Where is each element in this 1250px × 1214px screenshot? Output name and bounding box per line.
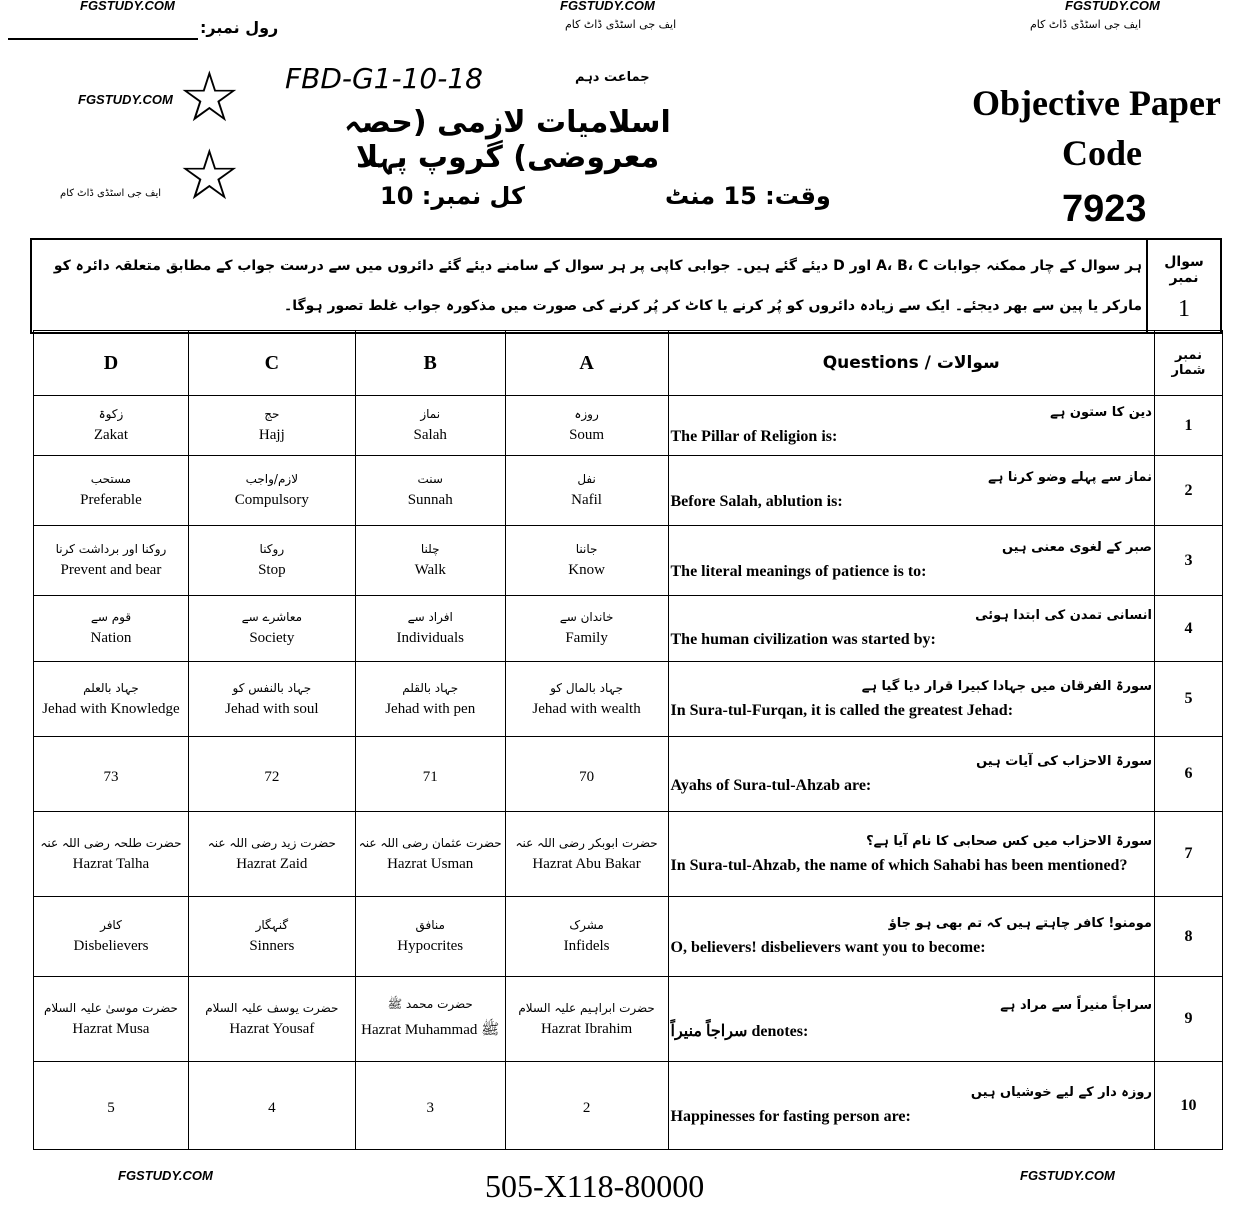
question-urdu: سورۃ الفرقان میں جہادا کبیرا قرار دیا گیا ہے	[861, 678, 1152, 694]
option-c	[188, 812, 355, 897]
option-b	[355, 812, 505, 897]
option-d	[34, 812, 189, 897]
option-urdu: حضرت ابوبکر رضی اللہ عنہ	[515, 835, 658, 850]
watermark: FGSTUDY.COM	[80, 0, 175, 13]
table-row	[34, 596, 1223, 662]
table-row	[34, 662, 1223, 737]
question-serial: 7	[1154, 812, 1222, 897]
header-option-a: A	[505, 331, 668, 396]
option-english: 3	[426, 1100, 434, 1116]
option-english: Jehad with pen	[385, 700, 476, 717]
option-english: Hazrat Muhammad ﷺ	[361, 1021, 500, 1038]
question-urdu: سورۃ الاحزاب کی آیات ہیں	[976, 753, 1152, 769]
watermark: FGSTUDY.COM	[560, 0, 655, 13]
question-no: 1	[1178, 296, 1190, 322]
option-d	[34, 662, 189, 737]
question-cell	[668, 737, 1154, 812]
option-urdu: جہاد بالنفس کو	[232, 680, 312, 695]
question-cell	[668, 456, 1154, 526]
handwritten-code: FBD-G1-10-18	[285, 62, 483, 95]
option-c	[188, 977, 355, 1062]
option-b	[355, 897, 505, 977]
question-urdu: دین کا ستون ہے	[1050, 405, 1152, 420]
option-urdu: خاندان سے	[559, 610, 614, 624]
option-english: Jehad with Knowledge	[42, 700, 180, 717]
option-urdu: کافر	[100, 918, 122, 932]
watermark: FGSTUDY.COM	[1065, 0, 1160, 13]
option-english: Disbelievers	[73, 938, 149, 954]
option-english: 2	[582, 1100, 591, 1116]
option-english: 71	[422, 768, 438, 785]
instructions-box	[30, 238, 1222, 334]
option-d	[34, 456, 189, 526]
option-d	[34, 526, 189, 596]
option-c	[188, 396, 355, 456]
question-urdu: انسانی تمدن کی ابتدا ہوئی	[975, 608, 1152, 623]
option-urdu: معاشرے سے	[241, 610, 303, 624]
option-urdu: روکنا اور برداشت کرنا	[55, 542, 167, 556]
option-b	[355, 456, 505, 526]
option-english: Family	[565, 630, 608, 646]
option-urdu: حضرت محمد ﷺ	[387, 996, 473, 1011]
question-english: The Pillar of Religion is:	[670, 428, 838, 445]
header-option-c: C	[188, 331, 355, 396]
option-a	[505, 396, 668, 456]
table-row	[34, 526, 1223, 596]
table-row	[34, 897, 1223, 977]
option-urdu: زکوۃ	[98, 407, 124, 421]
option-c	[188, 526, 355, 596]
option-c	[188, 596, 355, 662]
option-english: Know	[568, 562, 605, 578]
table-row	[34, 456, 1223, 526]
option-english: Hazrat Ibrahim	[540, 1020, 633, 1037]
roll-no-line	[8, 38, 198, 40]
option-english: Compulsory	[234, 492, 309, 508]
option-urdu: حضرت طلحہ رضی اللہ عنہ	[40, 835, 182, 850]
question-urdu: صبر کے لغوی معنی ہیں	[1001, 540, 1152, 555]
star-icon: ☆	[178, 134, 241, 216]
option-urdu: روکنا	[259, 542, 285, 556]
option-b	[355, 1062, 505, 1150]
option-english: Salah	[413, 427, 447, 443]
option-a	[505, 1062, 668, 1150]
questions-table	[33, 330, 1223, 1150]
option-urdu: جہاد بالمال کو	[550, 680, 624, 695]
option-a	[505, 737, 668, 812]
code-label: Code	[1062, 133, 1142, 173]
option-english: Individuals	[396, 630, 464, 646]
option-english: Hazrat Yousaf	[229, 1020, 315, 1037]
option-english: Hazrat Musa	[72, 1020, 150, 1037]
option-urdu: نماز	[420, 407, 441, 421]
roll-no-label: رول نمبر:	[200, 18, 279, 37]
option-b	[355, 662, 505, 737]
watermark: FGSTUDY.COM	[78, 92, 173, 107]
option-b	[355, 396, 505, 456]
watermark-urdu: ایف جی اسٹڈی ڈاٹ کام	[60, 188, 162, 199]
question-english: In Sura-tul-Furqan, it is called the greatest Jehad:	[670, 701, 1014, 719]
option-english: 4	[268, 1100, 276, 1116]
question-urdu: سورۃ الاحزاب میں کس صحابی کا نام آیا ہے؟	[866, 833, 1152, 849]
table-row	[34, 1062, 1223, 1150]
question-english: Ayahs of Sura-tul-Ahzab are:	[670, 776, 872, 794]
option-urdu: حضرت عثمان رضی اللہ عنہ	[358, 835, 502, 850]
question-cell	[668, 977, 1154, 1062]
star-icon: ☆	[178, 56, 241, 138]
option-b	[355, 526, 505, 596]
question-cell	[668, 662, 1154, 737]
option-d	[34, 977, 189, 1062]
question-english: سراجاً منیراً denotes:	[670, 1022, 809, 1040]
option-english: Prevent and bear	[60, 562, 162, 578]
option-urdu: جہاد بالعلم	[83, 680, 139, 695]
option-english: Hypocrites	[397, 938, 464, 954]
paper-code: 7923	[1062, 188, 1147, 230]
option-english: Hazrat Abu Bakar	[532, 855, 641, 872]
question-english: The literal meanings of patience is to:	[670, 563, 927, 580]
objective-paper-label: Objective Paper	[972, 83, 1221, 123]
question-cell	[668, 596, 1154, 662]
option-a	[505, 526, 668, 596]
option-d	[34, 396, 189, 456]
question-serial: 4	[1154, 596, 1222, 662]
question-english: Happinesses for fasting person are:	[670, 1108, 911, 1125]
option-english: Sinners	[249, 938, 295, 954]
option-urdu: جاننا	[575, 542, 598, 556]
header-option-b: B	[355, 331, 505, 396]
option-english: Stop	[258, 562, 286, 578]
header-serial: نمبر شمار	[1154, 331, 1222, 396]
option-a	[505, 812, 668, 897]
option-a	[505, 977, 668, 1062]
option-urdu: حضرت زید رضی اللہ عنہ	[207, 835, 336, 850]
option-english: 73	[103, 768, 119, 785]
question-no-label: سوال نمبر	[1164, 254, 1204, 286]
option-urdu: منافق	[415, 918, 445, 932]
option-english: 72	[264, 768, 280, 785]
question-cell	[668, 897, 1154, 977]
question-serial: 2	[1154, 456, 1222, 526]
footer-watermark: FGSTUDY.COM	[1020, 1168, 1115, 1183]
footer-watermark: FGSTUDY.COM	[118, 1168, 213, 1183]
question-urdu: روزہ دار کے لیے خوشیاں ہیں	[970, 1085, 1152, 1100]
option-urdu: حضرت یوسف علیہ السلام	[205, 1000, 339, 1015]
option-urdu: افراد سے	[407, 610, 453, 624]
option-b	[355, 596, 505, 662]
option-urdu: نفل	[577, 472, 596, 486]
option-urdu: حضرت ابراہیم علیہ السلام	[518, 1000, 655, 1015]
option-c	[188, 662, 355, 737]
table-header-row	[34, 331, 1223, 396]
option-english: Nation	[90, 630, 132, 646]
question-english: O, believers! disbelievers want you to become:	[670, 939, 986, 956]
time-allowed: وقت: 15 منٹ	[665, 182, 831, 210]
option-english: Hajj	[258, 427, 285, 443]
option-urdu: روزہ	[574, 407, 599, 421]
watermark-urdu: ایف جی اسٹڈی ڈاٹ کام	[1030, 18, 1142, 31]
question-serial: 9	[1154, 977, 1222, 1062]
option-c	[188, 897, 355, 977]
question-urdu: سراجاً منیراً سے مراد ہے	[1000, 997, 1152, 1013]
option-d	[34, 596, 189, 662]
option-d	[34, 737, 189, 812]
option-english: Sunnah	[407, 492, 453, 508]
option-urdu: سنت	[417, 472, 443, 486]
watermark-urdu: ایف جی اسٹڈی ڈاٹ کام	[565, 18, 677, 31]
option-urdu: قوم سے	[90, 610, 132, 624]
question-serial: 5	[1154, 662, 1222, 737]
table-row	[34, 737, 1223, 812]
question-urdu: نماز سے پہلے وضو کرنا ہے	[988, 470, 1152, 485]
question-urdu: مومنو! کافر چاہتے ہیں کہ تم بھی ہو جاؤ	[888, 916, 1152, 931]
option-c	[188, 456, 355, 526]
option-urdu: مشرک	[569, 918, 604, 932]
option-urdu: گنہگار	[255, 918, 289, 932]
option-a	[505, 596, 668, 662]
option-english: Zakat	[93, 427, 129, 443]
option-urdu: حج	[264, 407, 280, 421]
option-a	[505, 456, 668, 526]
question-number-box	[1146, 240, 1220, 332]
class-label: جماعت دہم	[575, 70, 650, 85]
option-english: 70	[579, 768, 595, 785]
question-serial: 1	[1154, 396, 1222, 456]
option-english: Soum	[569, 427, 605, 443]
question-serial: 10	[1154, 1062, 1222, 1150]
option-english: Preferable	[80, 492, 142, 508]
option-english: Society	[249, 630, 295, 646]
option-english: Infidels	[563, 938, 610, 954]
option-urdu: حضرت موسیٰ علیہ السلام	[43, 1000, 178, 1015]
option-english: Jehad with soul	[225, 700, 319, 717]
option-d	[34, 897, 189, 977]
table-row	[34, 977, 1223, 1062]
paper-title: اسلامیات لازمی (حصہ معروضی) گروپ پہلا	[344, 105, 671, 175]
option-urdu: چلنا	[420, 542, 440, 556]
question-cell	[668, 526, 1154, 596]
instructions-text: ہر سوال کے چار ممکنہ جوابات A، B، C اور D دیئے گئے ہیں۔ جوابی کاپی پر ہر سوال کے سامنے دیئے گئے دائروں میں سے درست جواب کے مطابق متعلقہ دائرہ کو مارکر یا پین سے بھر دیجئے۔ ایک سے زیادہ دائروں کو پُر کرنے یا کاٹ کر پُر کرنے کی صورت میں مذکورہ جواب غلط تصور ہوگا۔	[53, 258, 1142, 314]
option-english: Walk	[414, 562, 446, 578]
option-english: Hazrat Usman	[387, 855, 474, 872]
question-english: The human civilization was started by:	[670, 631, 936, 648]
question-serial: 8	[1154, 897, 1222, 977]
option-b	[355, 737, 505, 812]
option-english: Nafil	[571, 492, 602, 508]
question-serial: 6	[1154, 737, 1222, 812]
option-english: Jehad with wealth	[532, 700, 641, 717]
option-urdu: لازم/واجب	[245, 472, 299, 486]
question-cell	[668, 396, 1154, 456]
option-c	[188, 1062, 355, 1150]
option-b	[355, 977, 505, 1062]
total-marks: کل نمبر: 10	[380, 182, 525, 210]
question-cell	[668, 1062, 1154, 1150]
table-row	[34, 396, 1223, 456]
question-english: In Sura-tul-Ahzab, the name of which Sahabi has been mentioned?	[670, 856, 1128, 874]
question-english: Before Salah, ablution is:	[670, 493, 843, 510]
option-english: 5	[107, 1100, 115, 1116]
option-d	[34, 1062, 189, 1150]
footer-paper-code: 505-X118-80000	[485, 1168, 705, 1204]
option-urdu: مستحب	[90, 472, 132, 486]
option-a	[505, 662, 668, 737]
header-questions: Questions / سوالات	[668, 331, 1154, 396]
option-a	[505, 897, 668, 977]
question-cell	[668, 812, 1154, 897]
option-urdu: جہاد بالقلم	[402, 680, 459, 695]
option-english: Hazrat Zaid	[236, 855, 308, 872]
option-english: Hazrat Talha	[72, 855, 150, 872]
header-option-d: D	[34, 331, 189, 396]
table-row	[34, 812, 1223, 897]
question-serial: 3	[1154, 526, 1222, 596]
option-c	[188, 737, 355, 812]
